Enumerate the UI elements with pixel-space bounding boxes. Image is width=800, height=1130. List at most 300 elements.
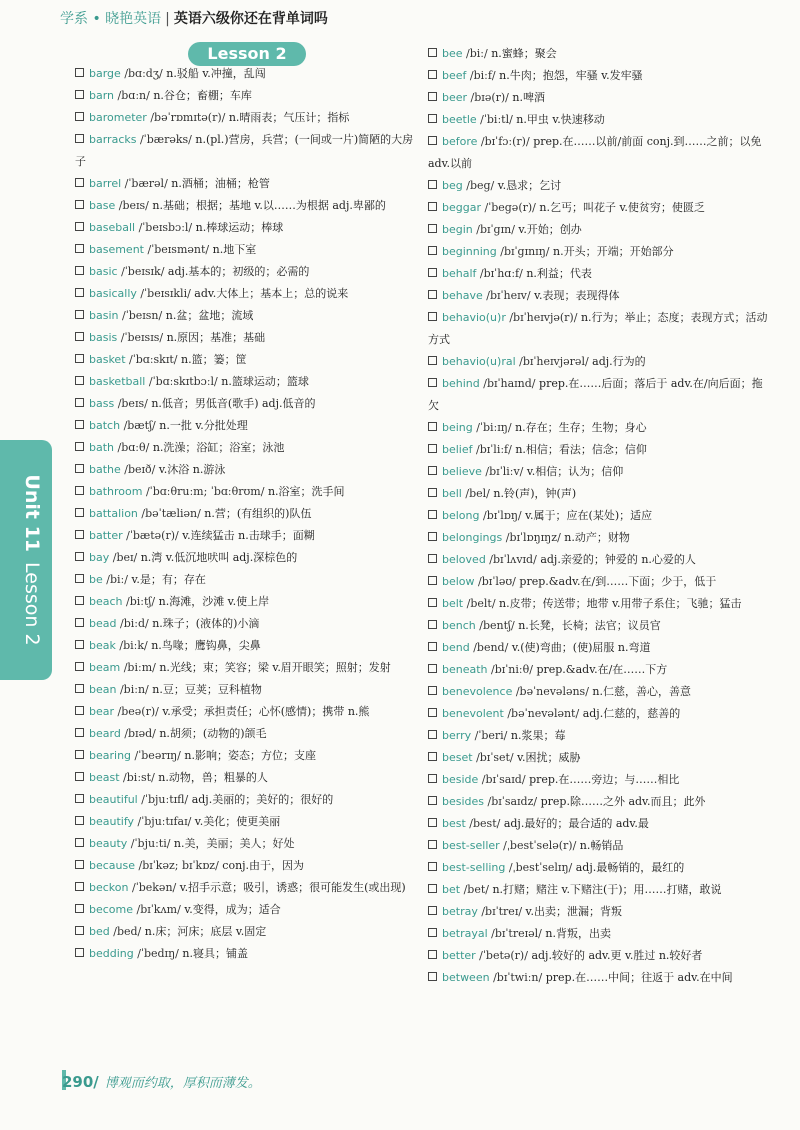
checkbox-icon[interactable] <box>428 928 437 937</box>
entry-definition: n.相信；看法；信念；信仰 <box>515 443 647 456</box>
checkbox-icon[interactable] <box>75 706 84 715</box>
checkbox-icon[interactable] <box>75 860 84 869</box>
checkbox-icon[interactable] <box>75 134 84 143</box>
entry-word: beautify <box>89 815 135 828</box>
checkbox-icon[interactable] <box>75 222 84 231</box>
entry-word: bead <box>89 617 117 630</box>
checkbox-icon[interactable] <box>428 796 437 805</box>
word-entry <box>428 791 768 813</box>
checkbox-icon[interactable] <box>428 510 437 519</box>
checkbox-icon[interactable] <box>428 48 437 57</box>
entry-definition: n.影响；姿态；方位；支座 <box>184 749 316 762</box>
checkbox-icon[interactable] <box>75 882 84 891</box>
word-entry <box>75 723 420 745</box>
word-entry <box>428 87 768 109</box>
word-entry <box>428 65 768 87</box>
entry-definition: n.牛肉；抱怨，牢骚 v.发牢骚 <box>499 69 643 82</box>
entry-definition: n.地下室 <box>212 243 257 256</box>
entry-definition: n.海滩，沙滩 v.使上岸 <box>158 595 270 608</box>
entry-word: bend <box>442 641 470 654</box>
checkbox-icon[interactable] <box>75 288 84 297</box>
entry-phonetic: /ˈbjuːtɪfaɪ/ <box>137 815 192 828</box>
entry-word: bed <box>89 925 110 938</box>
entry-phonetic: /beg/ <box>466 179 495 192</box>
checkbox-icon[interactable] <box>75 926 84 935</box>
word-entry <box>75 525 420 547</box>
entry-phonetic: /bɑːθ/ <box>117 441 150 454</box>
word-entry <box>428 945 768 967</box>
checkbox-icon[interactable] <box>75 904 84 913</box>
entry-word: basic <box>89 265 118 278</box>
checkbox-icon[interactable] <box>75 398 84 407</box>
word-entry <box>428 857 768 879</box>
entry-phonetic: /ˈbedɪŋ/ <box>137 947 179 960</box>
checkbox-icon[interactable] <box>75 112 84 121</box>
entry-word: because <box>89 859 136 872</box>
unit-side-label <box>21 474 43 645</box>
entry-word: beast <box>89 771 120 784</box>
entry-word: beach <box>89 595 123 608</box>
word-entry <box>75 635 420 657</box>
checkbox-icon[interactable] <box>428 356 437 365</box>
word-entry <box>428 923 768 945</box>
entry-phonetic: /ˈbeɪsɪs/ <box>120 331 164 344</box>
entry-word: beauty <box>89 837 128 850</box>
checkbox-icon[interactable] <box>428 686 437 695</box>
checkbox-icon[interactable] <box>428 290 437 299</box>
word-entry <box>428 681 768 703</box>
checkbox-icon[interactable] <box>75 728 84 737</box>
entry-phonetic: /ˈbɑːθruːm; ˈbɑːθrʊm/ <box>145 485 265 498</box>
checkbox-icon[interactable] <box>75 618 84 627</box>
entry-phonetic: /bəˈnevələns/ <box>515 685 589 698</box>
entry-word: bathroom <box>89 485 143 498</box>
entry-definition: v.承受；承担责任；心怀(感情)；携带 n.熊 <box>162 705 370 718</box>
entry-word: basically <box>89 287 137 300</box>
entry-word: bearing <box>89 749 132 762</box>
entry-definition: n.浴室；洗手间 <box>267 485 345 498</box>
entry-word: behind <box>442 377 480 390</box>
entry-word: beggar <box>442 201 481 214</box>
entry-phonetic: /bɪˈniːθ/ <box>491 663 533 676</box>
word-entry <box>428 835 768 857</box>
checkbox-icon[interactable] <box>428 224 437 233</box>
entry-phonetic: /bɪˈtwiːn/ <box>493 971 543 984</box>
entry-definition: n.篮球运动；篮球 <box>221 375 309 388</box>
entry-phonetic: /beɪ/ <box>112 551 138 564</box>
entry-definition: v.美化；使更美丽 <box>194 815 281 828</box>
checkbox-icon[interactable] <box>428 950 437 959</box>
entry-word: betrayal <box>442 927 488 940</box>
word-entry <box>428 593 768 615</box>
entry-definition: n.篮；篓；筐 <box>181 353 247 366</box>
entry-definition: v.出卖；泄漏；背叛 <box>525 905 622 918</box>
checkbox-icon[interactable] <box>75 310 84 319</box>
entry-phonetic: /ˈbætə(r)/ <box>126 529 179 542</box>
entry-definition: v.表现；表现得体 <box>534 289 620 302</box>
checkbox-icon[interactable] <box>428 598 437 607</box>
entry-phonetic: /biːn/ <box>119 683 149 696</box>
entry-word: behalf <box>442 267 477 280</box>
checkbox-icon[interactable] <box>75 794 84 803</box>
entry-word: beak <box>89 639 116 652</box>
word-entry <box>75 613 420 635</box>
entry-phonetic: /bɑːn/ <box>117 89 150 102</box>
checkbox-icon[interactable] <box>75 530 84 539</box>
entry-phonetic: /biː/ <box>106 573 128 586</box>
word-entry <box>428 615 768 637</box>
page-number: 290/ <box>62 1073 99 1091</box>
entry-word: beetle <box>442 113 477 126</box>
checkbox-icon[interactable] <box>428 532 437 541</box>
entry-phonetic: /beɪs/ <box>118 199 149 212</box>
word-entry <box>428 197 768 219</box>
checkbox-icon[interactable] <box>428 972 437 981</box>
entry-phonetic: /ˈbeərɪŋ/ <box>134 749 181 762</box>
checkbox-icon[interactable] <box>75 464 84 473</box>
entry-word: believe <box>442 465 482 478</box>
entry-phonetic: /ˈbegə(r)/ <box>484 201 536 214</box>
entry-definition: v.连续猛击 n.击球手；面糊 <box>182 529 315 542</box>
word-entry <box>428 813 768 835</box>
entry-word: benevolence <box>442 685 513 698</box>
checkbox-icon[interactable] <box>75 354 84 363</box>
entry-definition: v.恳求；乞讨 <box>497 179 562 192</box>
checkbox-icon[interactable] <box>428 422 437 431</box>
entry-definition: n.长凳，长椅；法官；议员官 <box>518 619 661 632</box>
header-separator: | <box>165 11 170 27</box>
entry-definition: n.蜜蜂；聚会 <box>491 47 557 60</box>
word-entry <box>75 283 420 305</box>
entry-phonetic: /ˈbɑːskɪtbɔːl/ <box>148 375 218 388</box>
entry-definition: n.动产；财物 <box>564 531 630 544</box>
entry-word: barn <box>89 89 115 102</box>
entry-word: before <box>442 135 478 148</box>
word-entry <box>75 745 420 767</box>
entry-definition: adj.基本的；初级的；必需的 <box>167 265 310 278</box>
checkbox-icon[interactable] <box>428 114 437 123</box>
checkbox-icon[interactable] <box>75 948 84 957</box>
word-entry <box>428 131 768 175</box>
entry-phonetic: /ˌbestˈselɪŋ/ <box>508 861 573 874</box>
entry-definition: adj.亲爱的；钟爱的 n.心爱的人 <box>540 553 696 566</box>
checkbox-icon[interactable] <box>75 200 84 209</box>
word-entry <box>75 789 420 811</box>
checkbox-icon[interactable] <box>428 444 437 453</box>
entry-phonetic: /bɪˈliːf/ <box>476 443 512 456</box>
entry-definition: n.鸟喙；鹰钩鼻，尖鼻 <box>151 639 261 652</box>
entry-phonetic: /beɪs/ <box>117 397 148 410</box>
entry-definition: n.利益；代表 <box>526 267 592 280</box>
entry-word: best-seller <box>442 839 500 852</box>
entry-word: barometer <box>89 111 147 124</box>
checkbox-icon[interactable] <box>428 312 437 321</box>
entry-definition: adj.行为的 <box>592 355 646 368</box>
entry-word: be <box>89 573 103 586</box>
checkbox-icon[interactable] <box>75 332 84 341</box>
checkbox-icon[interactable] <box>428 906 437 915</box>
word-entry <box>75 811 420 833</box>
word-entry <box>75 701 420 723</box>
word-entry <box>75 767 420 789</box>
checkbox-icon[interactable] <box>75 662 84 671</box>
checkbox-icon[interactable] <box>428 752 437 761</box>
checkbox-icon[interactable] <box>75 486 84 495</box>
entry-phonetic: /ˈbekən/ <box>131 881 177 894</box>
entry-word: barrel <box>89 177 122 190</box>
word-entry <box>428 703 768 725</box>
entry-word: belongings <box>442 531 503 544</box>
entry-definition: prep.在……后面；落后于 adv.在/向后面；拖欠 <box>428 377 763 412</box>
checkbox-icon[interactable] <box>428 862 437 871</box>
entry-word: bath <box>89 441 115 454</box>
entry-word: batter <box>89 529 123 542</box>
entry-phonetic: /bɪˈlɒŋ/ <box>483 509 522 522</box>
checkbox-icon[interactable] <box>428 202 437 211</box>
entry-phonetic: /ˈbetə(r)/ <box>479 949 528 962</box>
checkbox-icon[interactable] <box>428 70 437 79</box>
entry-phonetic: /ˈberi/ <box>474 729 508 742</box>
word-entry <box>428 747 768 769</box>
entry-word: basketball <box>89 375 146 388</box>
checkbox-icon[interactable] <box>428 730 437 739</box>
entry-word: begin <box>442 223 473 236</box>
checkbox-icon[interactable] <box>428 554 437 563</box>
checkbox-icon[interactable] <box>75 574 84 583</box>
entry-definition: adj.最畅销的，最红的 <box>575 861 685 874</box>
entry-word: betray <box>442 905 478 918</box>
entry-phonetic: /biːd/ <box>119 617 149 630</box>
entry-phonetic: /bəˈrɒmɪtə(r)/ <box>150 111 226 124</box>
entry-phonetic: /bet/ <box>463 883 489 896</box>
checkbox-icon[interactable] <box>428 708 437 717</box>
entry-definition: n.盆；盆地；流域 <box>165 309 254 322</box>
entry-phonetic: /bɪˈtreɪəl/ <box>491 927 542 940</box>
entry-phonetic: /belt/ <box>466 597 496 610</box>
entry-phonetic: /bɪˈheɪvjə(r)/ <box>509 311 578 324</box>
entry-word: bear <box>89 705 115 718</box>
word-entry <box>428 351 768 373</box>
checkbox-icon[interactable] <box>428 246 437 255</box>
entry-word: belong <box>442 509 480 522</box>
word-entry <box>75 415 420 437</box>
checkbox-icon[interactable] <box>75 90 84 99</box>
entry-phonetic: /bed/ <box>113 925 142 938</box>
word-entry <box>75 899 420 921</box>
checkbox-icon[interactable] <box>428 378 437 387</box>
entry-definition: n.晴雨表；气压计；指标 <box>228 111 350 124</box>
unit-name: Unit 11 <box>21 474 43 553</box>
checkbox-icon[interactable] <box>75 772 84 781</box>
entry-definition: conj.由于，因为 <box>222 859 305 872</box>
checkbox-icon[interactable] <box>75 816 84 825</box>
entry-phonetic: /bɪˈsaɪdz/ <box>487 795 538 808</box>
entry-phonetic: /ˈbeɪsn/ <box>121 309 163 322</box>
entry-phonetic: /bɪˈheɪv/ <box>486 289 531 302</box>
checkbox-icon[interactable] <box>428 136 437 145</box>
checkbox-icon[interactable] <box>75 750 84 759</box>
entry-definition: v.招手示意；吸引，诱惑；很可能发生(或出现) <box>179 881 406 894</box>
entry-definition: prep.&adv.在/到……下面；少于，低于 <box>519 575 717 588</box>
checkbox-icon[interactable] <box>428 664 437 673</box>
word-entry <box>75 173 420 195</box>
word-entry <box>428 549 768 571</box>
checkbox-icon[interactable] <box>428 840 437 849</box>
entry-word: behavio(u)r <box>442 311 506 324</box>
word-entry <box>428 219 768 241</box>
entry-phonetic: /bɪəd/ <box>124 727 156 740</box>
entry-word: benevolent <box>442 707 504 720</box>
word-entry <box>428 417 768 439</box>
checkbox-icon[interactable] <box>75 596 84 605</box>
entry-definition: n.酒桶；油桶；枪管 <box>171 177 270 190</box>
checkbox-icon[interactable] <box>75 68 84 77</box>
word-entry <box>75 239 420 261</box>
word-entry <box>428 637 768 659</box>
checkbox-icon[interactable] <box>428 180 437 189</box>
word-entry <box>428 483 768 505</box>
entry-phonetic: /ˈbɑːskɪt/ <box>129 353 178 366</box>
checkbox-icon[interactable] <box>75 508 84 517</box>
word-entry <box>75 195 420 217</box>
entry-definition: adv.大体上；基本上；总的说来 <box>194 287 349 300</box>
word-entry <box>428 505 768 527</box>
entry-definition: n.开头；开端；开始部分 <box>553 245 674 258</box>
entry-word: bell <box>442 487 462 500</box>
entry-phonetic: /bɪˈtreɪ/ <box>481 905 523 918</box>
entry-definition: n.打赌；赌注 v.下赌注(于)；用……打赌，敢说 <box>492 883 722 896</box>
entry-phonetic: /biːm/ <box>123 661 156 674</box>
entry-definition: n.乞丐；叫花子 v.使贫穷；使匮乏 <box>539 201 705 214</box>
checkbox-icon[interactable] <box>428 884 437 893</box>
entry-word: bedding <box>89 947 134 960</box>
entry-word: beneath <box>442 663 488 676</box>
checkbox-icon[interactable] <box>75 266 84 275</box>
entry-word: beer <box>442 91 468 104</box>
entry-phonetic: /bɪˈhɑːf/ <box>479 267 523 280</box>
checkbox-icon[interactable] <box>75 178 84 187</box>
entry-definition: n.洗澡；浴缸；浴室；泳池 <box>152 441 285 454</box>
word-entry <box>428 263 768 285</box>
entry-definition: n.豆；豆荚；豆科植物 <box>152 683 262 696</box>
word-entry <box>428 879 768 901</box>
entry-phonetic: /bɪˈkʌm/ <box>136 903 181 916</box>
entry-phonetic: /bɪˈlɒŋɪŋz/ <box>505 531 561 544</box>
right-word-column <box>428 43 768 989</box>
word-entry <box>75 657 420 679</box>
entry-word: bean <box>89 683 117 696</box>
word-entry <box>75 217 420 239</box>
entry-phonetic: /ˈbiːtl/ <box>480 113 513 126</box>
checkbox-icon[interactable] <box>428 268 437 277</box>
entry-definition: n.甲虫 v.快速移动 <box>516 113 605 126</box>
entry-phonetic: /bɪˈliːv/ <box>485 465 524 478</box>
entry-phonetic: /bɪˈsaɪd/ <box>481 773 526 786</box>
checkbox-icon[interactable] <box>428 92 437 101</box>
entry-phonetic: /ˈbeɪsɪk/ <box>121 265 165 278</box>
word-entry <box>75 591 420 613</box>
entry-word: beckon <box>89 881 129 894</box>
checkbox-icon[interactable] <box>428 576 437 585</box>
entry-phonetic: /bəˈnevələnt/ <box>507 707 580 720</box>
word-entry <box>75 63 420 85</box>
entry-phonetic: /bentʃ/ <box>479 619 515 632</box>
entry-definition: n.驳船 v.冲撞，乱闯 <box>166 67 266 80</box>
entry-definition: prep.在……中间；往返于 adv.在中间 <box>545 971 733 984</box>
entry-word: barge <box>89 67 121 80</box>
word-entry <box>75 833 420 855</box>
word-entry <box>75 459 420 481</box>
checkbox-icon[interactable] <box>428 466 437 475</box>
entry-word: battalion <box>89 507 138 520</box>
entry-phonetic: /biːtʃ/ <box>126 595 156 608</box>
checkbox-icon[interactable] <box>75 552 84 561</box>
entry-word: basis <box>89 331 118 344</box>
word-entry <box>428 307 768 351</box>
checkbox-icon[interactable] <box>75 838 84 847</box>
word-entry <box>75 481 420 503</box>
checkbox-icon[interactable] <box>428 774 437 783</box>
page-footer <box>62 1072 261 1091</box>
entry-word: beam <box>89 661 121 674</box>
entry-word: belt <box>442 597 464 610</box>
entry-phonetic: /bɑːdʒ/ <box>124 67 163 80</box>
entry-word: belief <box>442 443 473 456</box>
checkbox-icon[interactable] <box>75 244 84 253</box>
word-entry <box>75 349 420 371</box>
entry-word: basement <box>89 243 144 256</box>
entry-definition: n.(pl.)营房，兵营；(一间或一片)简陋的大房子 <box>75 133 414 168</box>
entry-phonetic: /bɪə(r)/ <box>470 91 509 104</box>
checkbox-icon[interactable] <box>75 442 84 451</box>
word-entry <box>428 527 768 549</box>
entry-phonetic: /ˌbestˈselə(r)/ <box>503 839 577 852</box>
word-entry <box>75 679 420 701</box>
checkbox-icon[interactable] <box>428 642 437 651</box>
checkbox-icon[interactable] <box>75 684 84 693</box>
word-entry <box>75 261 420 283</box>
word-entry <box>428 571 768 593</box>
entry-word: barracks <box>89 133 137 146</box>
entry-word: bass <box>89 397 115 410</box>
checkbox-icon[interactable] <box>75 640 84 649</box>
checkbox-icon[interactable] <box>75 376 84 385</box>
entry-definition: n.一批 v.分批处理 <box>159 419 248 432</box>
entry-definition: n.胡须；(动物的)颌毛 <box>159 727 267 740</box>
entry-phonetic: /ˈbærəl/ <box>124 177 168 190</box>
checkbox-icon[interactable] <box>428 488 437 497</box>
entry-word: base <box>89 199 116 212</box>
entry-phonetic: /best/ <box>469 817 501 830</box>
entry-phonetic: /biːf/ <box>469 69 496 82</box>
word-entry <box>75 327 420 349</box>
checkbox-icon[interactable] <box>428 818 437 827</box>
entry-definition: n.低音；男低音(歌手) adj.低音的 <box>151 397 316 410</box>
entry-word: bench <box>442 619 476 632</box>
entry-definition: adj.最好的；最合适的 adv.最 <box>503 817 649 830</box>
entry-definition: n.原因；基准；基础 <box>166 331 266 344</box>
word-entry <box>428 967 768 989</box>
lesson-badge: Lesson 2 <box>188 42 306 66</box>
footer-motto: 博观而约取，厚积而薄发。 <box>104 1076 261 1091</box>
word-entry <box>428 901 768 923</box>
entry-definition: v.沐浴 n.游泳 <box>158 463 226 476</box>
entry-definition: v.(使)弯曲；(使)屈服 n.弯道 <box>511 641 651 654</box>
checkbox-icon[interactable] <box>428 620 437 629</box>
entry-phonetic: /ˈbærəks/ <box>139 133 192 146</box>
word-entry <box>428 725 768 747</box>
checkbox-icon[interactable] <box>75 420 84 429</box>
